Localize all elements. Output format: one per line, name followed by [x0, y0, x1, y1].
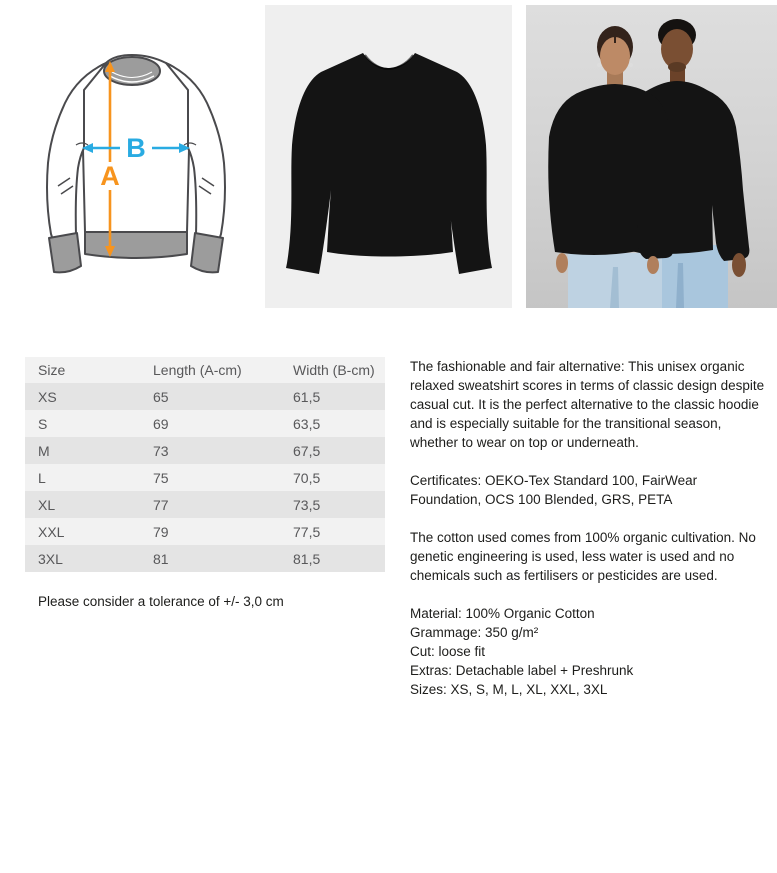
size-diagram-image[interactable] [20, 28, 235, 283]
spec-extras: Extras: Detachable label + Preshrunk [410, 663, 634, 678]
table-row-3xl [25, 545, 385, 572]
diagram-right-cuff [191, 233, 223, 272]
cell-length: 79 [140, 518, 280, 545]
woman-earring-right [629, 63, 633, 67]
flat-sweatshirt-silhouette [286, 53, 492, 274]
table-row-xs [25, 383, 385, 410]
table-row-m [25, 437, 385, 464]
flat-sweatshirt-graphic [265, 5, 512, 308]
woman-sweatshirt [548, 84, 673, 259]
diagram-left-cuff [49, 233, 81, 272]
cell-width: 81,5 [280, 545, 385, 572]
spec-sizes: Sizes: XS, S, M, L, XL, XXL, 3XL [410, 682, 608, 697]
models-photo-graphic [526, 5, 777, 308]
cell-length: 69 [140, 410, 280, 437]
description-cotton: The cotton used comes from 100% organic cultivation. No genetic engineering is used, less water is used and no chemicals such as fertilisers or pesticides are used. [410, 530, 756, 583]
description-intro: The fashionable and fair alternative: This unisex organic relaxed sweatshirt scores in terms of classic design despite casual cut. It is the perfect alternative to the classic hoodie and is especially suitable for the transitional season, whether to wear on top or underneath. [410, 359, 765, 450]
length-label-a: A [100, 161, 120, 191]
product-description [410, 357, 772, 699]
table-row-l [25, 464, 385, 491]
cell-width: 61,5 [280, 383, 385, 410]
table-row-xl [25, 491, 385, 518]
cell-size: M [25, 437, 140, 464]
cell-length: 75 [140, 464, 280, 491]
cell-length: 81 [140, 545, 280, 572]
col-header-width: Width (B-cm) [280, 357, 385, 383]
cell-width: 63,5 [280, 410, 385, 437]
man-hand [732, 253, 746, 277]
woman-hand-left [556, 253, 568, 273]
spec-cut: Cut: loose fit [410, 644, 486, 659]
cell-length: 65 [140, 383, 280, 410]
spec-material: Material: 100% Organic Cotton [410, 606, 595, 621]
cell-width: 70,5 [280, 464, 385, 491]
diagram-waistband [85, 232, 187, 258]
table-row-s [25, 410, 385, 437]
woman-earring-left [597, 63, 601, 67]
size-table-header-row [25, 357, 385, 383]
product-photo-flat[interactable] [265, 5, 512, 308]
sweatshirt-measurement-diagram [20, 28, 235, 283]
cell-size: L [25, 464, 140, 491]
description-certificates: Certificates: OEKO-Tex Standard 100, FairWear Foundation, OCS 100 Blended, GRS, PETA [410, 473, 698, 507]
cell-length: 77 [140, 491, 280, 518]
cell-width: 77,5 [280, 518, 385, 545]
cell-length: 73 [140, 437, 280, 464]
man-beard [668, 62, 686, 72]
cell-width: 67,5 [280, 437, 385, 464]
woman-hand-right [647, 256, 659, 274]
table-row-xxl [25, 518, 385, 545]
cell-width: 73,5 [280, 491, 385, 518]
product-photo-models[interactable] [526, 5, 777, 308]
cell-size: 3XL [25, 545, 140, 572]
col-header-size: Size [25, 357, 140, 383]
cell-size: XS [25, 383, 140, 410]
tolerance-note: Please consider a tolerance of +/- 3,0 cm [38, 594, 284, 609]
spec-grammage: Grammage: 350 g/m² [410, 625, 539, 640]
cell-size: XXL [25, 518, 140, 545]
cell-size: XL [25, 491, 140, 518]
cell-size: S [25, 410, 140, 437]
col-header-length: Length (A-cm) [140, 357, 280, 383]
width-label-b: B [126, 133, 146, 163]
size-table [25, 357, 385, 572]
